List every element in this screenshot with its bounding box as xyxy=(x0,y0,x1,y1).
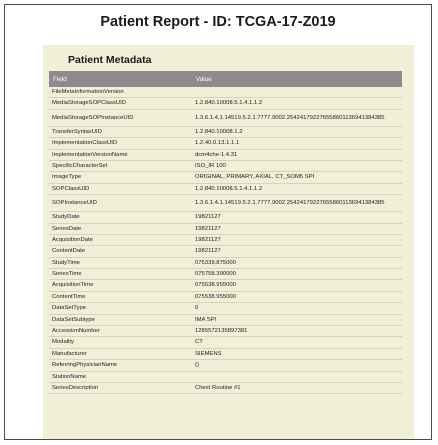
section-title: Patient Metadata xyxy=(68,54,152,66)
value-cell: () xyxy=(192,360,402,371)
value-cell: 1.3.6.1.4.1.14519.5.2.1.7777.9002.254241792276558601136941384385 xyxy=(192,195,402,212)
table-row xyxy=(49,257,402,268)
value-cell: IMA SPI xyxy=(192,314,402,325)
field-cell: AcquisitionTime xyxy=(49,280,192,291)
field-cell: AcquisitionDate xyxy=(49,234,192,245)
table-body xyxy=(49,87,402,394)
table-row xyxy=(49,360,402,371)
field-cell: SOPClassUID xyxy=(49,183,192,194)
value-cell: 1.3.6.1.4.1.14519.5.2.1.7777.9002.254241792276558601136941384385 xyxy=(192,109,402,126)
field-cell: SeriesDate xyxy=(49,223,192,234)
field-cell: MediaStorageSOPInstanceUID xyxy=(49,109,192,126)
field-cell: SeriesTime xyxy=(49,269,192,280)
field-cell: StationName xyxy=(49,371,192,382)
column-header-field: Field xyxy=(49,71,192,87)
value-cell: 075758.390000 xyxy=(192,269,402,280)
metadata-table xyxy=(49,71,402,394)
value-cell: Chest Routine #1 xyxy=(192,382,402,393)
table-row xyxy=(49,212,402,223)
table-row xyxy=(49,303,402,314)
table-row xyxy=(49,172,402,183)
table-header-row xyxy=(49,71,402,87)
field-cell: ImplementationClassUID xyxy=(49,138,192,149)
table-row xyxy=(49,223,402,234)
value-cell: 19821127 xyxy=(192,212,402,223)
table-row xyxy=(49,269,402,280)
field-cell: StudyDate xyxy=(49,212,192,223)
table-row xyxy=(49,98,402,109)
field-cell: TransferSyntaxUID xyxy=(49,126,192,137)
table-row xyxy=(49,160,402,171)
table-row xyxy=(49,149,402,160)
field-cell: Modality xyxy=(49,337,192,348)
value-cell: 1.2.840.10008.5.1.4.1.1.2 xyxy=(192,183,402,194)
field-cell: AccessionNumber xyxy=(49,326,192,337)
field-cell: FileMetaInformationVersion xyxy=(49,87,192,98)
value-cell: ISO_IR 100 xyxy=(192,160,402,171)
table-row xyxy=(49,371,402,382)
table-row xyxy=(49,348,402,359)
field-cell: Manufacturer xyxy=(49,348,192,359)
table-row xyxy=(49,183,402,194)
table-row xyxy=(49,326,402,337)
table-row xyxy=(49,314,402,325)
table-row xyxy=(49,382,402,393)
field-cell: ReferringPhysicianName xyxy=(49,360,192,371)
field-cell: ContentTime xyxy=(49,291,192,302)
field-cell: SpecificCharacterSet xyxy=(49,160,192,171)
field-cell: ImplementationVersionName xyxy=(49,149,192,160)
field-cell: ContentDate xyxy=(49,246,192,257)
column-header-value: Value xyxy=(192,71,402,87)
field-cell: MediaStorageSOPClassUID xyxy=(49,98,192,109)
field-cell: ImageType xyxy=(49,172,192,183)
value-cell: 19821127 xyxy=(192,246,402,257)
field-cell: StudyTime xyxy=(49,257,192,268)
field-cell: DataSetType xyxy=(49,303,192,314)
value-cell: 075538.955000 xyxy=(192,280,402,291)
value-cell: 1.2.840.10008.5.1.4.1.1.2 xyxy=(192,98,402,109)
table-row xyxy=(49,337,402,348)
value-cell: 1.2.40.0.13.1.1.1 xyxy=(192,138,402,149)
table-row xyxy=(49,246,402,257)
table-row xyxy=(49,109,402,126)
table-row xyxy=(49,195,402,212)
report-page xyxy=(4,4,432,440)
value-cell: SIEMENS xyxy=(192,348,402,359)
value-cell: 0 xyxy=(192,303,402,314)
value-cell: 1285572135897381 xyxy=(192,326,402,337)
table-row xyxy=(49,138,402,149)
value-cell: 075538.955000 xyxy=(192,291,402,302)
value-cell: 1.2.840.10008.1.2 xyxy=(192,126,402,137)
field-cell: SOPInstanceUID xyxy=(49,195,192,212)
table-row xyxy=(49,280,402,291)
value-cell: ORIGINAL, PRIMARY, AXIAL, CT_SOM5 SPI xyxy=(192,172,402,183)
value-cell: CT xyxy=(192,337,402,348)
value-cell xyxy=(192,371,402,382)
value-cell: 075339.875000 xyxy=(192,257,402,268)
table-row xyxy=(49,126,402,137)
field-cell: SeriesDescription xyxy=(49,382,192,393)
table-row xyxy=(49,291,402,302)
value-cell: dcm4che-1.4.31 xyxy=(192,149,402,160)
value-cell: 19821127 xyxy=(192,234,402,245)
metadata-panel xyxy=(43,45,414,440)
table-row xyxy=(49,87,402,98)
value-cell: 19821127 xyxy=(192,223,402,234)
page-title: Patient Report - ID: TCGA-17-Z019 xyxy=(100,14,336,30)
field-cell: DataSetSubtype xyxy=(49,314,192,325)
table-row xyxy=(49,234,402,245)
value-cell xyxy=(192,87,402,98)
